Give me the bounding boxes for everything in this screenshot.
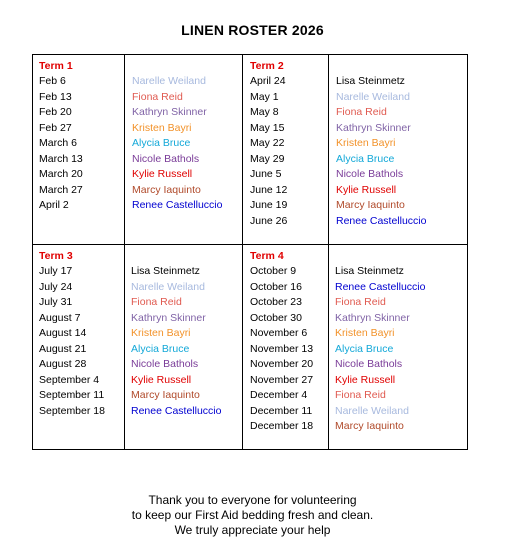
roster-date: March 20	[39, 168, 83, 180]
roster-date: October 30	[250, 311, 302, 324]
roster-date: Feb 20	[39, 106, 72, 118]
volunteer-name: Renee Castelluccio	[336, 214, 427, 227]
volunteer-name: Kylie Russell	[336, 183, 397, 196]
footer-line: to keep our First Aid bedding fresh and clean.	[131, 508, 374, 522]
term-3-dates	[39, 264, 105, 419]
roster-date: May 8	[250, 106, 279, 118]
term-1-dates	[39, 74, 83, 214]
roster-date: April 24	[250, 75, 286, 87]
roster-date: Feb 6	[39, 75, 66, 87]
volunteer-name: Alycia Bruce	[131, 342, 190, 355]
term-4-label: Term 4	[250, 250, 284, 262]
volunteer-name: Kathryn Skinner	[336, 121, 411, 134]
column-divider	[124, 55, 125, 449]
roster-date: August 14	[39, 327, 87, 339]
volunteer-name: Marcy Iaquinto	[131, 389, 200, 401]
column-divider	[328, 55, 329, 449]
roster-date: September 18	[39, 404, 105, 417]
term-2-dates	[250, 74, 287, 229]
footer-line: Thank you to everyone for volunteering	[148, 493, 357, 507]
roster-table	[32, 54, 468, 450]
roster-date: June 26	[250, 214, 288, 227]
volunteer-name: Kathryn Skinner	[131, 311, 206, 324]
volunteer-name: Kristen Bayri	[131, 327, 191, 339]
roster-date: December 4	[250, 389, 308, 401]
volunteer-name: Alycia Bruce	[132, 137, 191, 149]
volunteer-name: Narelle Weiland	[131, 280, 205, 293]
thank-you-message	[0, 493, 505, 538]
volunteer-name: Narelle Weiland	[336, 90, 410, 103]
term-3-names	[131, 264, 221, 419]
volunteer-name: Fiona Reid	[131, 296, 182, 308]
term-1-names	[132, 74, 222, 214]
volunteer-name: Kathryn Skinner	[132, 106, 207, 118]
volunteer-name: Kristen Bayri	[335, 327, 395, 339]
volunteer-name: Nicole Bathols	[335, 358, 403, 370]
volunteer-name: Kristen Bayri	[336, 137, 396, 149]
term-2-names	[336, 74, 426, 229]
volunteer-name: Fiona Reid	[335, 389, 386, 401]
volunteer-name: Marcy Iaquinto	[336, 199, 405, 211]
roster-date: March 13	[39, 152, 83, 165]
roster-date: October 9	[250, 265, 297, 277]
volunteer-name: Fiona Reid	[336, 106, 387, 118]
volunteer-name: Alycia Bruce	[335, 342, 394, 355]
volunteer-name: Renee Castelluccio	[335, 280, 426, 293]
volunteer-name: Alycia Bruce	[336, 152, 395, 165]
volunteer-name: Renee Castelluccio	[132, 199, 223, 211]
volunteer-name: Lisa Steinmetz	[336, 75, 405, 87]
term-3-label: Term 3	[39, 250, 73, 262]
roster-date: October 16	[250, 280, 302, 293]
page-title: LINEN ROSTER 2026	[181, 22, 324, 38]
roster-date: March 27	[39, 183, 83, 196]
volunteer-name: Lisa Steinmetz	[335, 265, 404, 277]
roster-date: November 20	[250, 358, 314, 370]
roster-date: May 1	[250, 90, 279, 103]
roster-date: June 5	[250, 168, 282, 180]
volunteer-name: Nicole Bathols	[336, 168, 404, 180]
roster-date: July 17	[39, 265, 73, 277]
roster-date: September 4	[39, 373, 100, 386]
volunteer-name: Kylie Russell	[131, 373, 192, 386]
roster-date: May 15	[250, 121, 285, 134]
roster-date: June 12	[250, 183, 288, 196]
volunteer-name: Kathryn Skinner	[335, 311, 410, 324]
roster-date: April 2	[39, 199, 69, 211]
volunteer-name: Kristen Bayri	[132, 121, 192, 134]
term-4-names	[335, 264, 425, 435]
roster-date: August 28	[39, 358, 87, 370]
volunteer-name: Renee Castelluccio	[131, 404, 222, 417]
volunteer-name: Lisa Steinmetz	[131, 265, 200, 277]
row-divider	[33, 244, 467, 245]
volunteer-name: Narelle Weiland	[132, 75, 206, 87]
roster-date: March 6	[39, 137, 77, 149]
roster-date: August 7	[39, 311, 81, 324]
volunteer-name: Narelle Weiland	[335, 404, 409, 417]
footer-line: We truly appreciate your help	[174, 523, 331, 537]
volunteer-name: Marcy Iaquinto	[132, 183, 201, 196]
roster-date: August 21	[39, 342, 87, 355]
roster-date: September 11	[39, 389, 105, 401]
roster-date: November 6	[250, 327, 308, 339]
roster-date: November 27	[250, 373, 314, 386]
volunteer-name: Nicole Bathols	[131, 358, 199, 370]
volunteer-name: Marcy Iaquinto	[335, 420, 404, 432]
volunteer-name: Fiona Reid	[132, 90, 183, 103]
roster-date: December 11	[250, 404, 313, 417]
roster-date: June 19	[250, 199, 288, 211]
roster-date: May 29	[250, 152, 285, 165]
roster-date: November 13	[250, 342, 314, 355]
roster-date: May 22	[250, 137, 285, 149]
roster-date: October 23	[250, 296, 302, 308]
roster-date: Feb 13	[39, 90, 72, 103]
column-divider	[242, 55, 243, 449]
volunteer-name: Fiona Reid	[335, 296, 386, 308]
roster-date: Feb 27	[39, 121, 72, 134]
volunteer-name: Kylie Russell	[335, 373, 396, 386]
volunteer-name: Nicole Bathols	[132, 152, 200, 165]
roster-date: July 24	[39, 280, 73, 293]
term-1-label: Term 1	[39, 60, 73, 72]
roster-date: July 31	[39, 296, 73, 308]
volunteer-name: Kylie Russell	[132, 168, 193, 180]
term-4-dates	[250, 264, 313, 435]
roster-date: December 18	[250, 420, 314, 432]
term-2-label: Term 2	[250, 60, 284, 72]
